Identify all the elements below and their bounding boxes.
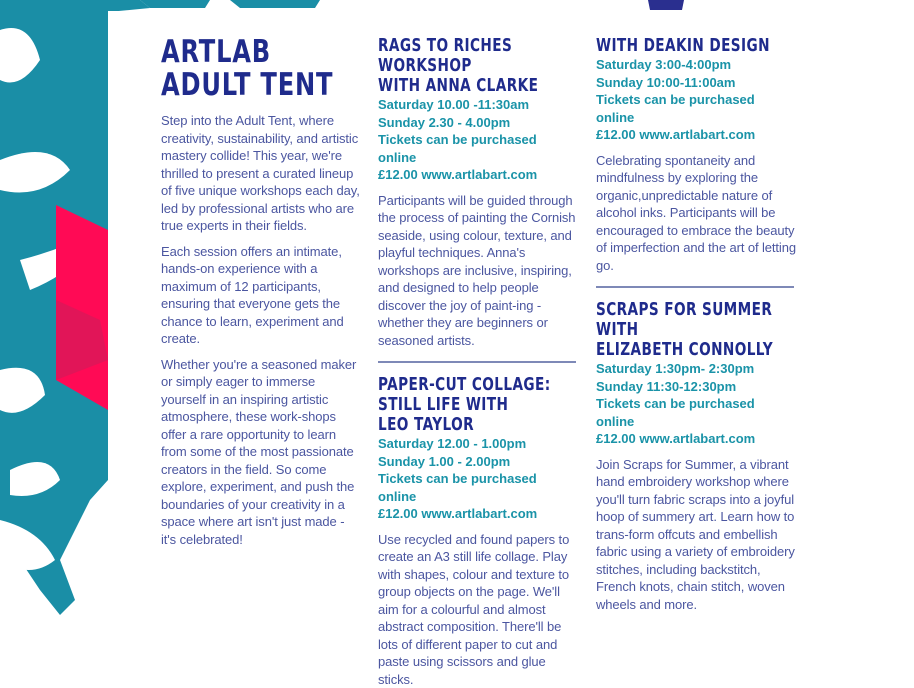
sunday-time: Sunday 11:30-12:30pm xyxy=(596,378,796,396)
intro-paragraph-3: Whether you're a seasoned maker or simply eager to immerse yourself in an inspiring artistic atmosphere, these work-shops offer a rare opportunity to learn from some of the most passionate creators in the field. So come explore, experiment, and push the boundaries of your creativity in a space where art isn't just made - it's celebrated! xyxy=(161,356,361,549)
workshop-deakin-design xyxy=(596,36,796,274)
workshop-title xyxy=(378,375,581,435)
workshop-scraps-for-summer xyxy=(596,300,796,613)
workshop-title xyxy=(596,36,799,56)
intro-paragraph-2: Each session offers an intimate, hands-on experience with a maximum of 12 participants, ensuring that everyone gets the chance to learn, experiment and create. xyxy=(161,243,361,348)
tickets-note: Tickets can be purchased online xyxy=(378,131,578,166)
sunday-time: Sunday 10:00-11:00am xyxy=(596,74,796,92)
workshop-title-line: RAGS TO RICHES WORKSHOP xyxy=(378,36,581,76)
saturday-time: Saturday 1:30pm- 2:30pm xyxy=(596,360,796,378)
tickets-note: Tickets can be purchased online xyxy=(378,470,578,505)
saturday-time: Saturday 10.00 -11:30am xyxy=(378,96,578,114)
workshop-title-line: WITH ANNA CLARKE xyxy=(378,76,581,96)
workshop-rags-to-riches xyxy=(378,36,578,349)
sunday-time: Sunday 2.30 - 4.00pm xyxy=(378,114,578,132)
price-url-link[interactable]: £12.00 www.artlabart.com xyxy=(378,166,578,184)
workshop-description: Join Scraps for Summer, a vibrant hand embroidery workshop where you'll turn fabric scraps into a joyful hoop of summery art. Learn how to trans-form offcuts and embellish fabric using a variety of embroidery stitches, including backstitch, French knots, chain stitch, woven wheels and more. xyxy=(596,456,796,614)
price-url-link[interactable]: £12.00 www.artlabart.com xyxy=(596,430,796,448)
workshop-title-line: WITH DEAKIN DESIGN xyxy=(596,36,799,56)
workshop-description: Participants will be guided through the process of painting the Cornish seaside, using colour, texture, and playful techniques. Anna's workshops are inclusive, inspiring, and designed to help people discover the joy of paint-ing - whether they are beginners or seasoned artists. xyxy=(378,192,578,350)
workshop-title-line: STILL LIFE WITH xyxy=(378,395,581,415)
page-title-line-2: ADULT TENT xyxy=(161,69,364,102)
intro-column xyxy=(161,26,361,548)
page-title-line-1: ARTLAB xyxy=(161,36,364,69)
sunday-time: Sunday 1.00 - 2.00pm xyxy=(378,453,578,471)
workshop-title xyxy=(378,36,581,96)
workshop-title-line: SCRAPS FOR SUMMER WITH xyxy=(596,300,799,340)
workshops-column-2 xyxy=(378,36,578,688)
workshop-title xyxy=(596,300,799,360)
section-divider xyxy=(378,361,576,363)
saturday-time: Saturday 3:00-4:00pm xyxy=(596,56,796,74)
workshop-title-line: ELIZABETH CONNOLLY xyxy=(596,340,799,360)
workshops-column-3 xyxy=(596,36,796,613)
tickets-note: Tickets can be purchased online xyxy=(596,395,796,430)
workshop-title-line: PAPER-CUT COLLAGE: xyxy=(378,375,581,395)
workshop-title-line: LEO TAYLOR xyxy=(378,415,581,435)
page-title xyxy=(161,36,364,102)
workshop-description: Use recycled and found papers to create an A3 still life collage. Play with shapes, colour and texture to group objects on the page. We'll aim for a colourful and almost abstract composition. There'll be lots of different paper to cut and paste using scissors and glue sticks. xyxy=(378,531,578,688)
section-divider xyxy=(596,286,794,288)
intro-paragraph-1: Step into the Adult Tent, where creativity, sustainability, and artistic mastery collide! This year, we're thrilled to present a curated lineup of five unique workshops each day, led by professional artists who are true experts in their fields. xyxy=(161,112,361,235)
tickets-note: Tickets can be purchased online xyxy=(596,91,796,126)
workshop-paper-cut-collage xyxy=(378,375,578,688)
price-url-link[interactable]: £12.00 www.artlabart.com xyxy=(378,505,578,523)
workshop-description: Celebrating spontaneity and mindfulness by exploring the organic,unpredictable nature of alcohol inks. Participants will be encouraged to embrace the beauty of imperfection and the art of letting go. xyxy=(596,152,796,275)
saturday-time: Saturday 12.00 - 1.00pm xyxy=(378,435,578,453)
price-url-link[interactable]: £12.00 www.artlabart.com xyxy=(596,126,796,144)
